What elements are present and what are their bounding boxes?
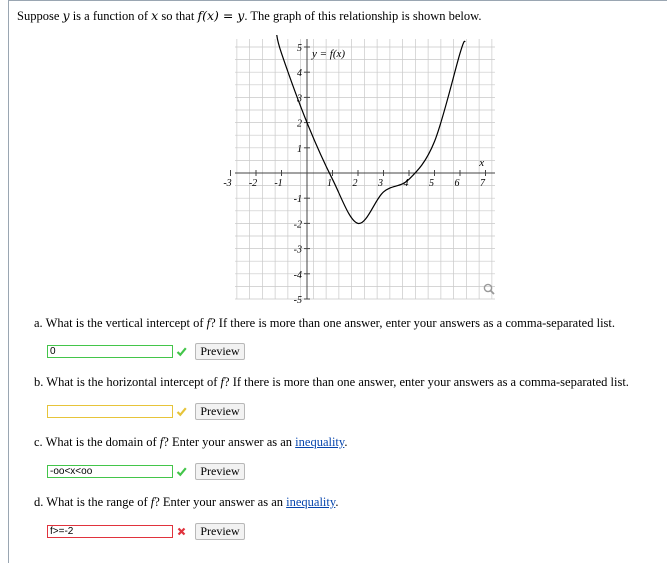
problem-intro: Suppose y is a function of x so that f(x) = y. The graph of this relationship is shown below. bbox=[17, 8, 482, 23]
function-graph bbox=[223, 33, 497, 306]
y-tick-label: 3 bbox=[297, 93, 302, 105]
checkmark-icon bbox=[176, 346, 187, 357]
question-a: a. What is the vertical intercept of f? If there is more than one answer, enter your answers as a comma-separated list. bbox=[34, 316, 616, 330]
y-tick-label: 2 bbox=[297, 118, 302, 130]
x-tick-label: 5 bbox=[429, 178, 434, 189]
answer-input-a[interactable] bbox=[47, 345, 173, 358]
preview-button-d[interactable]: Preview bbox=[195, 523, 245, 540]
checkmark-icon bbox=[176, 466, 187, 477]
preview-button-c[interactable]: Preview bbox=[195, 463, 245, 480]
inequality-link-d[interactable]: inequality bbox=[286, 495, 336, 509]
y-tick-label: -5 bbox=[293, 295, 302, 306]
x-tick-label: -2 bbox=[248, 178, 258, 189]
question-c: c. What is the domain of f? Enter your answer as an inequality. bbox=[34, 435, 348, 449]
x-tick-label: -1 bbox=[274, 178, 283, 189]
inequality-link-c[interactable]: inequality bbox=[295, 435, 345, 449]
x-mark-icon bbox=[176, 526, 187, 537]
x-tick-label: 1 bbox=[327, 178, 332, 189]
x-tick-label: 6 bbox=[454, 178, 460, 189]
y-tick-label: 5 bbox=[297, 43, 302, 54]
y-tick-label: -1 bbox=[293, 194, 302, 206]
x-tick-label: 2 bbox=[352, 178, 358, 189]
x-tick-label: -3 bbox=[223, 178, 232, 189]
y-tick-label: -2 bbox=[293, 219, 302, 231]
pending-check-icon bbox=[176, 406, 187, 417]
preview-button-a[interactable]: Preview bbox=[195, 343, 245, 360]
curve-label: y = f(x) bbox=[312, 48, 346, 61]
x-tick-label: 7 bbox=[480, 178, 485, 189]
magnify-icon[interactable] bbox=[483, 283, 495, 295]
question-d: d. What is the range of f? Enter your answer as an inequality. bbox=[34, 495, 339, 509]
preview-button-b[interactable]: Preview bbox=[195, 403, 245, 420]
x-tick-label: 3 bbox=[378, 178, 383, 189]
y-tick-label: -4 bbox=[293, 269, 302, 281]
x-axis-label: x bbox=[479, 157, 485, 169]
answer-input-c[interactable] bbox=[47, 465, 173, 478]
y-tick-label: -3 bbox=[293, 244, 302, 256]
function-curve bbox=[276, 33, 465, 224]
answer-input-d[interactable] bbox=[47, 525, 173, 538]
x-tick-label: 4 bbox=[403, 178, 409, 189]
y-tick-label: 4 bbox=[297, 68, 302, 80]
y-tick-label: 1 bbox=[297, 143, 302, 155]
answer-input-b[interactable] bbox=[47, 405, 173, 418]
question-b: b. What is the horizontal intercept of f? If there is more than one answer, enter your answers as a comma-separated list. bbox=[34, 375, 629, 389]
